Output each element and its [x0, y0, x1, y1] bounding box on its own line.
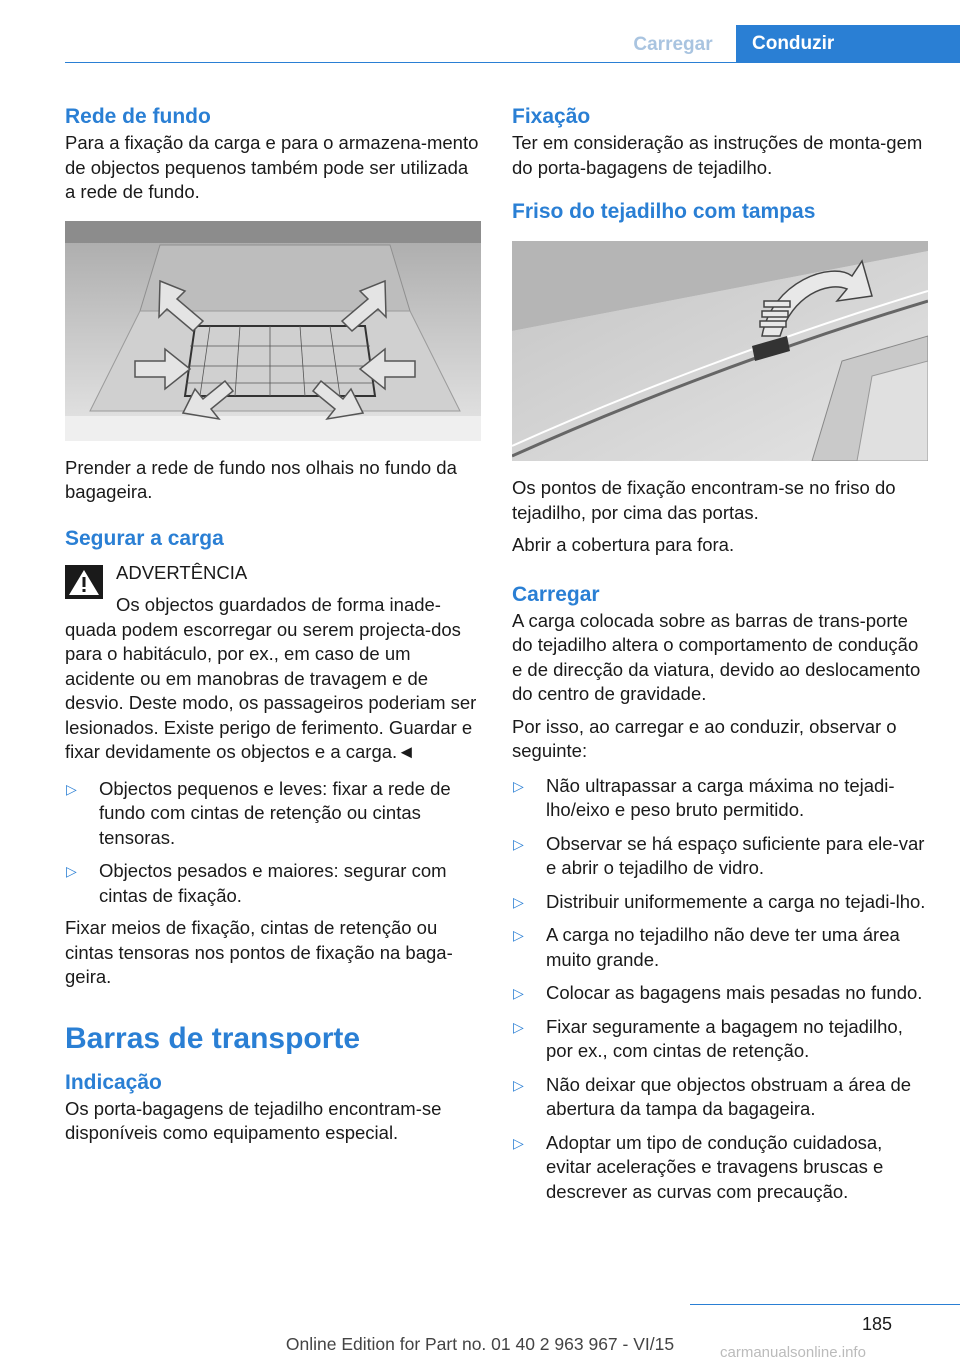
header-rule [65, 62, 960, 63]
list-item: ▷ Não ultrapassar a carga máxima no tejadi-lho/eixo e peso bruto permitido. [513, 774, 895, 820]
carregar-title: Carregar [512, 582, 600, 606]
right-column [512, 103, 928, 1213]
warning-title: ADVERTÊNCIA [116, 561, 248, 583]
triangle-bullet-icon: ▷ [513, 1018, 524, 1035]
triangle-bullet-icon: ▷ [513, 1076, 524, 1093]
warning-block [65, 561, 481, 765]
triangle-bullet-icon: ▷ [513, 777, 524, 794]
triangle-bullet-icon: ▷ [513, 835, 524, 852]
header-tab-conduzir[interactable]: Conduzir [736, 25, 960, 62]
edition-text: Online Edition for Part no. 01 40 2 963 967 - VI/15 [285, 1334, 675, 1354]
fixacao-title: Fixação [512, 105, 591, 128]
list-item: ▷ A carga no tejadilho não deve ter uma área muito grande. [513, 924, 900, 970]
rede-text: Para a fixação da carga e para o armazena-mento de objectos pequenos também pode ser utilizada a rede de fundo. [65, 132, 479, 202]
list-item: ▷ Colocar as bagagens mais pesadas no fundo. [512, 981, 928, 1006]
indicacao-text: Os porta-bagagens de tejadilho encontram-se disponíveis como equipamento especial. [65, 1097, 442, 1143]
left-column [65, 103, 481, 1146]
trunk-net-image [65, 221, 481, 441]
footer-rule [690, 1304, 960, 1305]
rede-title: Rede de fundo [65, 105, 211, 128]
indicacao-title: Indicação [65, 1070, 162, 1094]
friso-caption: Os pontos de fixação encontram-se no friso do tejadilho, por cima das portas. [512, 477, 896, 523]
triangle-bullet-icon: ▷ [66, 863, 77, 879]
page-number: 185 [862, 1314, 893, 1334]
header-tab-carregar[interactable]: Carregar [633, 34, 713, 55]
left-list [65, 777, 481, 909]
roof-rail-figure [512, 241, 928, 461]
friso-title: Friso do tejadilho com tampas [512, 200, 816, 223]
trunk-net-figure [65, 221, 481, 441]
list-item: ▷ Observar se há espaço suficiente para ele-var e abrir o tejadilho de vidro. [513, 832, 925, 878]
triangle-bullet-icon: ▷ [513, 927, 524, 943]
carregar-text: A carga colocada sobre as barras de trans-porte do tejadilho altera o comportamento de condução e de direcção da viatura, devido ao deslocamento do centro de gravidade. [512, 609, 921, 704]
warning-text: Os objectos guardados de forma inade-quada podem escorregar ou serem projecta-dos para o habitáculo, por ex., em caso de um acidente ou em manobras de travagem e de desvio. Deste modo, os passageiros poderiam ser lesionados. Existe perigo de ferimento. Guardar e fixar devidamente os objectos e a carga.◄ [65, 594, 477, 762]
triangle-bullet-icon: ▷ [513, 893, 524, 910]
list-item: ▷ Fixar seguramente a bagagem no tejadilho, por ex., com cintas de retenção. [513, 1015, 903, 1061]
rede-caption: Prender a rede de fundo nos olhais no fundo da bagageira. [65, 456, 457, 502]
abrir-text: Abrir a cobertura para fora. [512, 534, 735, 555]
list-item: ▷ Adoptar um tipo de condução cuidadosa, evitar acelerações e travagens bruscas e descrever as curvas com precaução. [513, 1131, 884, 1202]
list-item: ▷ Objectos pesados e maiores: segurar com cintas de fixação. [66, 860, 447, 906]
fixacao-text: Ter em consideração as instruções de monta-gem do porta-bagagens de tejadilho. [512, 132, 923, 178]
list-item: ▷ Distribuir uniformemente a carga no tejadi-lho. [512, 890, 928, 915]
triangle-bullet-icon: ▷ [513, 1134, 524, 1151]
roof-rail-image [512, 241, 928, 461]
list-item: ▷ Não deixar que objectos obstruam a área de abertura da tampa da bagageira. [513, 1073, 912, 1119]
right-list [512, 774, 928, 1205]
triangle-bullet-icon: ▷ [513, 985, 524, 1001]
list-item: ▷ Objectos pequenos e leves: fixar a rede de fundo com cintas de retenção ou cintas tensoras. [66, 777, 451, 848]
triangle-bullet-icon: ▷ [66, 780, 77, 797]
warning-triangle-icon [65, 565, 103, 599]
watermark: carmanualsonline.info [720, 1344, 866, 1361]
porisso-text: Por isso, ao carregar e ao conduzir, observar o seguinte: [512, 715, 897, 761]
fixar-text: Fixar meios de fixação, cintas de retenção ou cintas tensoras nos pontos de fixação na baga-geira. [65, 917, 453, 987]
segurar-title: Segurar a carga [65, 526, 224, 550]
barras-title: Barras de transporte [65, 1021, 361, 1055]
